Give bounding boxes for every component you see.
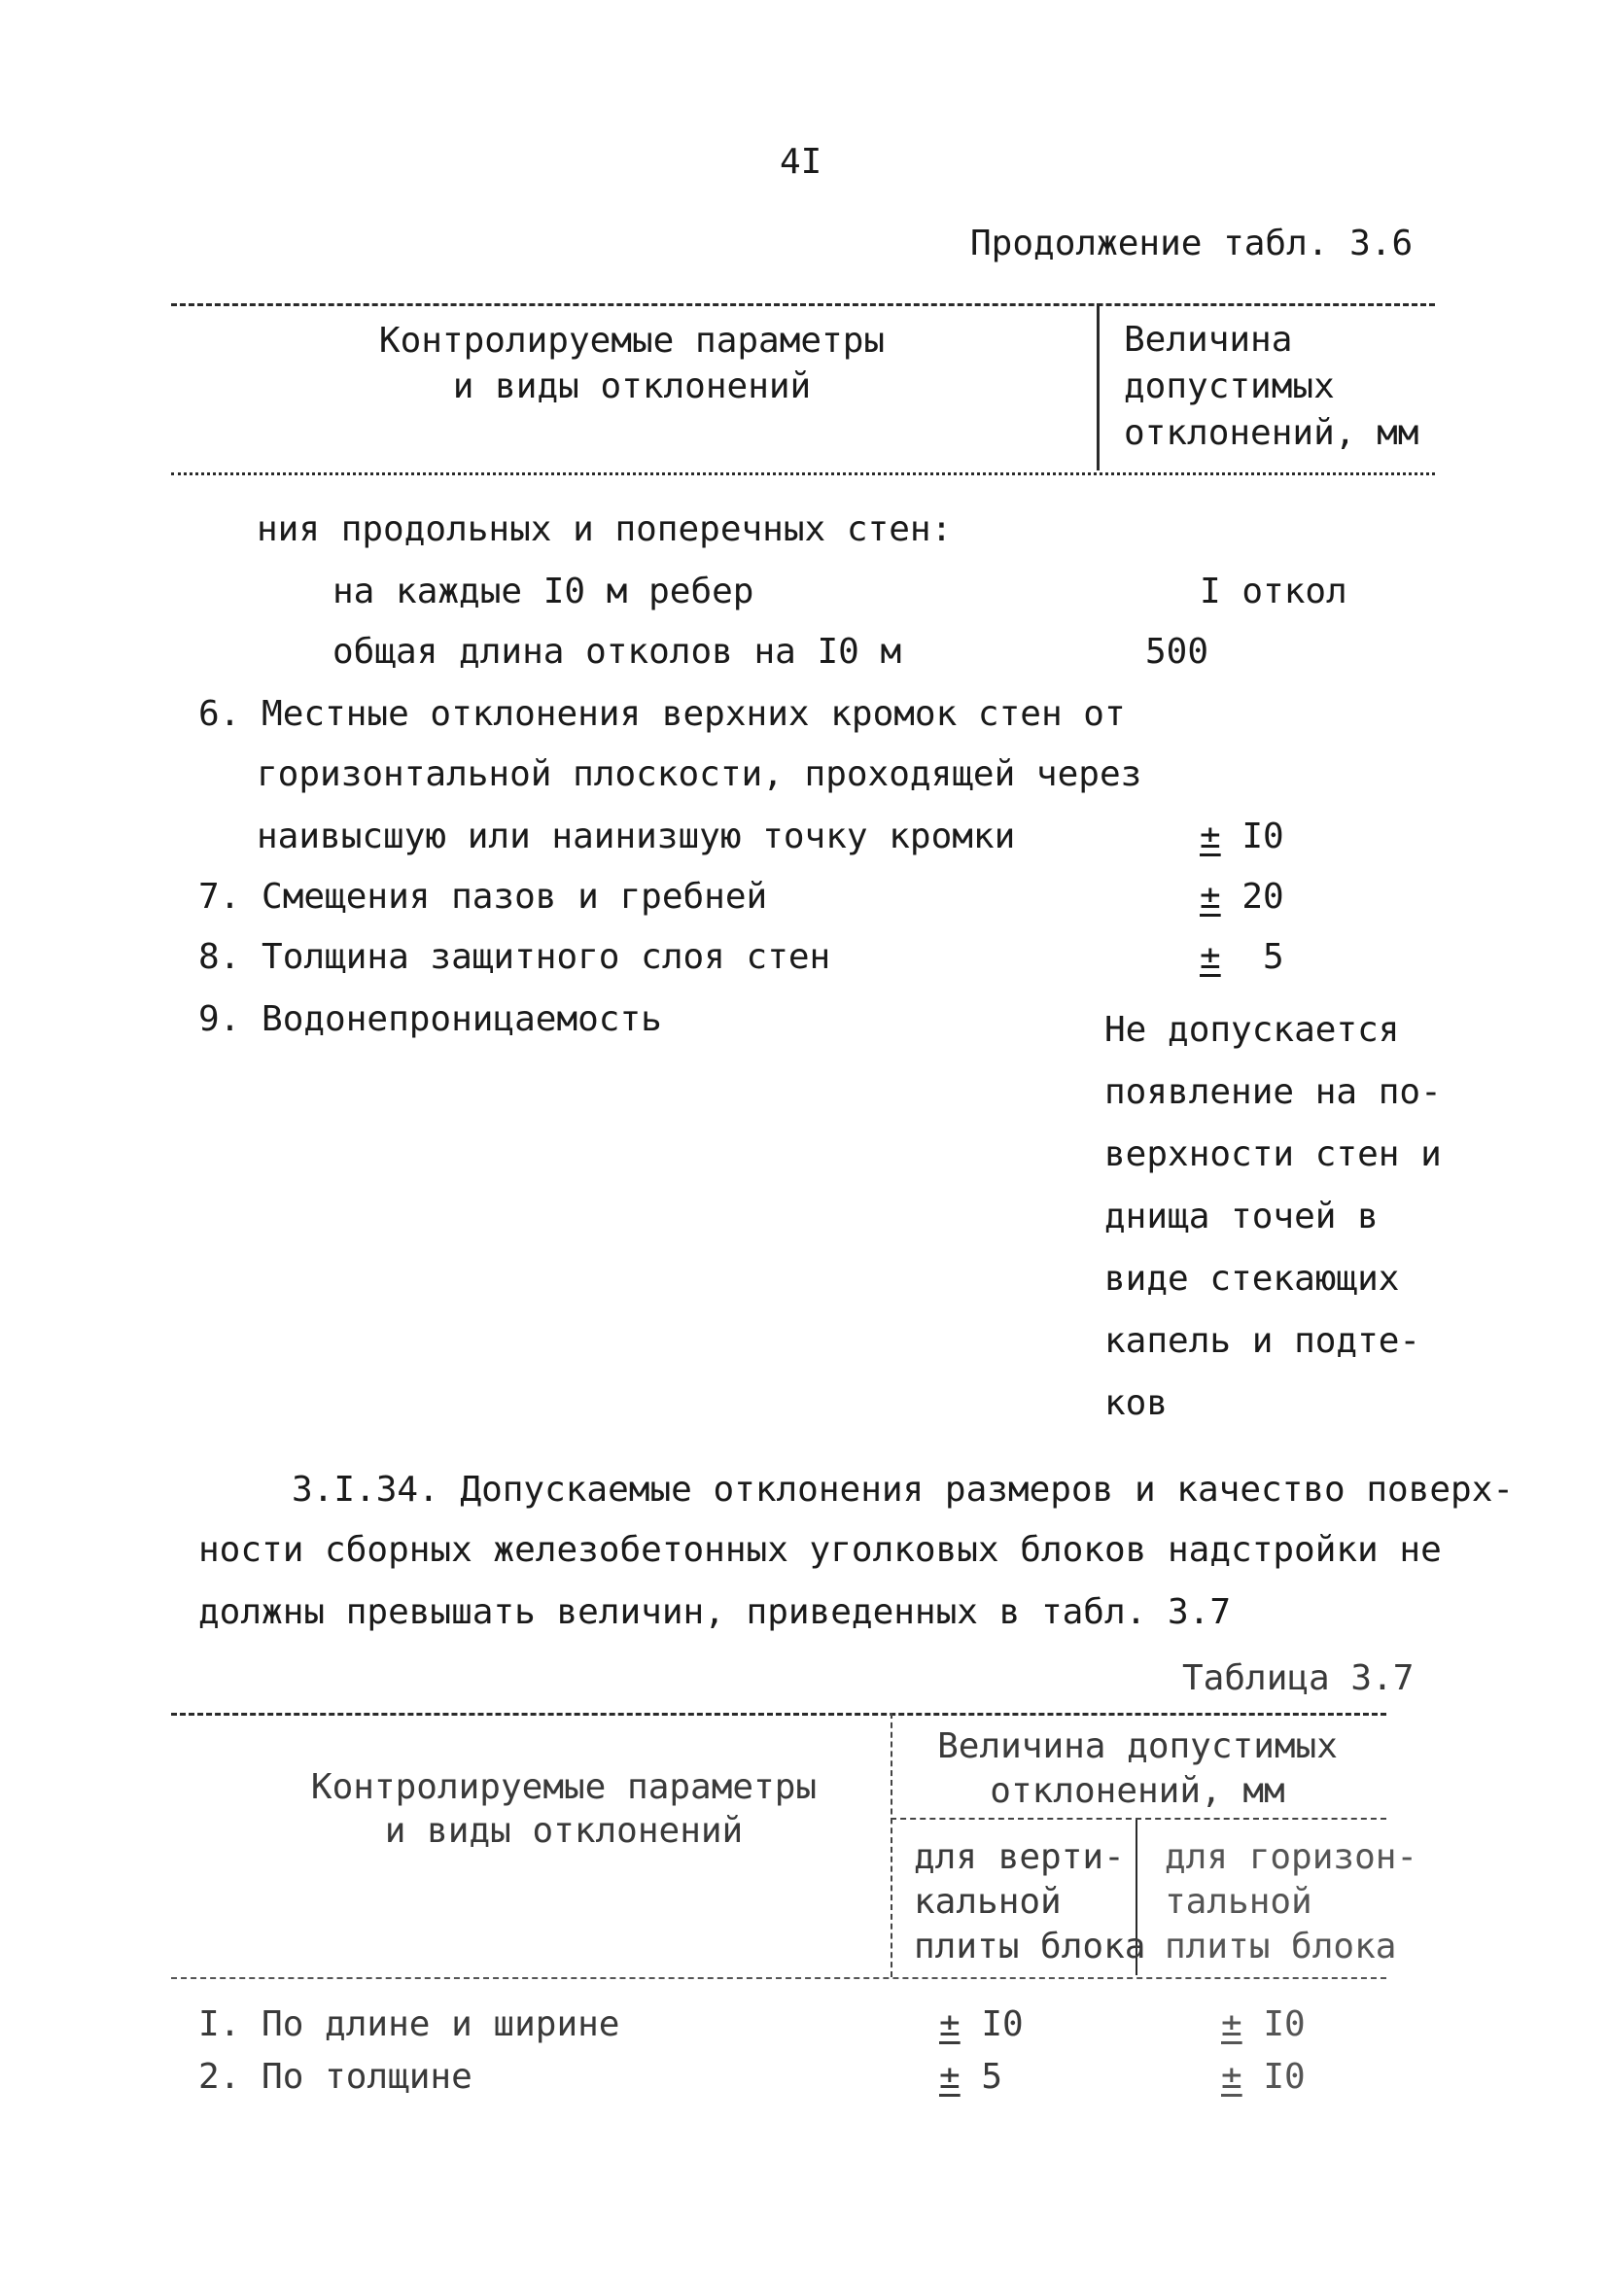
header-param-line: Контролируемые параметры (378, 321, 886, 361)
table-row-value-vertical: ± 5 (939, 2057, 1003, 2097)
table-row-value: ± 20 (1200, 877, 1284, 917)
table-row-text: горизонтальной плоскости, проходящей через (257, 754, 1142, 794)
table-row-value-multiline: Не допускается появление на по- верхности стен и днища точей в виде стекающих капель и подте- ков (1104, 1010, 1442, 1423)
table-header-param: Контролируемые параметры и виды отклонений (310, 1767, 818, 1851)
table-row-value: 500 (1145, 632, 1209, 672)
table-row-text: наивысшую или наинизшую точку кромки (257, 817, 1016, 856)
table-subheader-vertical: для верти- кальной плиты блока (914, 1837, 1146, 1966)
table-row-text: общая длина отколов на I0 м (332, 632, 902, 672)
table-row-value-vertical: ± I0 (939, 2004, 1024, 2044)
table-column-divider (1097, 303, 1100, 470)
table-header-bottom-rule (171, 472, 1435, 475)
paragraph-line: ности сборных железобетонных уголковых блоков надстройки не (198, 1530, 1442, 1570)
table-header-value (1124, 317, 1418, 457)
paragraph-line: 3.I.34. Допускаемые отклонения размеров и качество поверх- (292, 1470, 1515, 1510)
table-column-divider (891, 1713, 892, 1977)
table-row-text: 8. Толщина защитного слоя стен (198, 937, 831, 977)
header-value-line: допустимых (1124, 366, 1335, 406)
table-header-bottom-rule (171, 1977, 1386, 1979)
header-param-line: и виды отклонений (452, 366, 812, 406)
table-row-text: 7. Смещения пазов и гребней (198, 877, 768, 917)
table-row-text: ния продольных и поперечных стен: (257, 509, 953, 549)
table-top-rule (171, 303, 1435, 306)
paragraph-line: должны превышать величин, приведенных в табл. 3.7 (198, 1592, 1232, 1632)
table-subheader-rule (891, 1818, 1386, 1820)
page-number: 4I (780, 142, 822, 182)
table-header-group: Величина допустимых отклонений, мм (937, 1726, 1338, 1811)
header-value-line: Величина (1124, 320, 1293, 360)
table-row-text: на каждые I0 м ребер (332, 572, 754, 611)
table-row-value: ± I0 (1200, 817, 1284, 856)
table-row-value-horizontal: ± I0 (1221, 2057, 1306, 2097)
table-header-param (292, 321, 972, 406)
table-subheader-horizontal: для горизон- тальной плиты блока (1165, 1837, 1418, 1966)
table-caption: Таблица 3.7 (1182, 1658, 1415, 1698)
table-row-text: 2. По толщине (198, 2057, 472, 2097)
table-caption: Продолжение табл. 3.6 (970, 224, 1414, 263)
table-row-value: ± 5 (1200, 937, 1284, 977)
table-row-text: 9. Водонепроницаемость (198, 999, 662, 1039)
table-top-rule (171, 1713, 1386, 1716)
table-row-text: I. По длине и ширине (198, 2004, 620, 2044)
table-row-text: 6. Местные отклонения верхних кромок стен от (198, 694, 1126, 734)
header-value-line: отклонений, мм (1124, 413, 1419, 453)
table-row-value-horizontal: ± I0 (1221, 2004, 1306, 2044)
table-row-value: I откол (1200, 572, 1347, 611)
